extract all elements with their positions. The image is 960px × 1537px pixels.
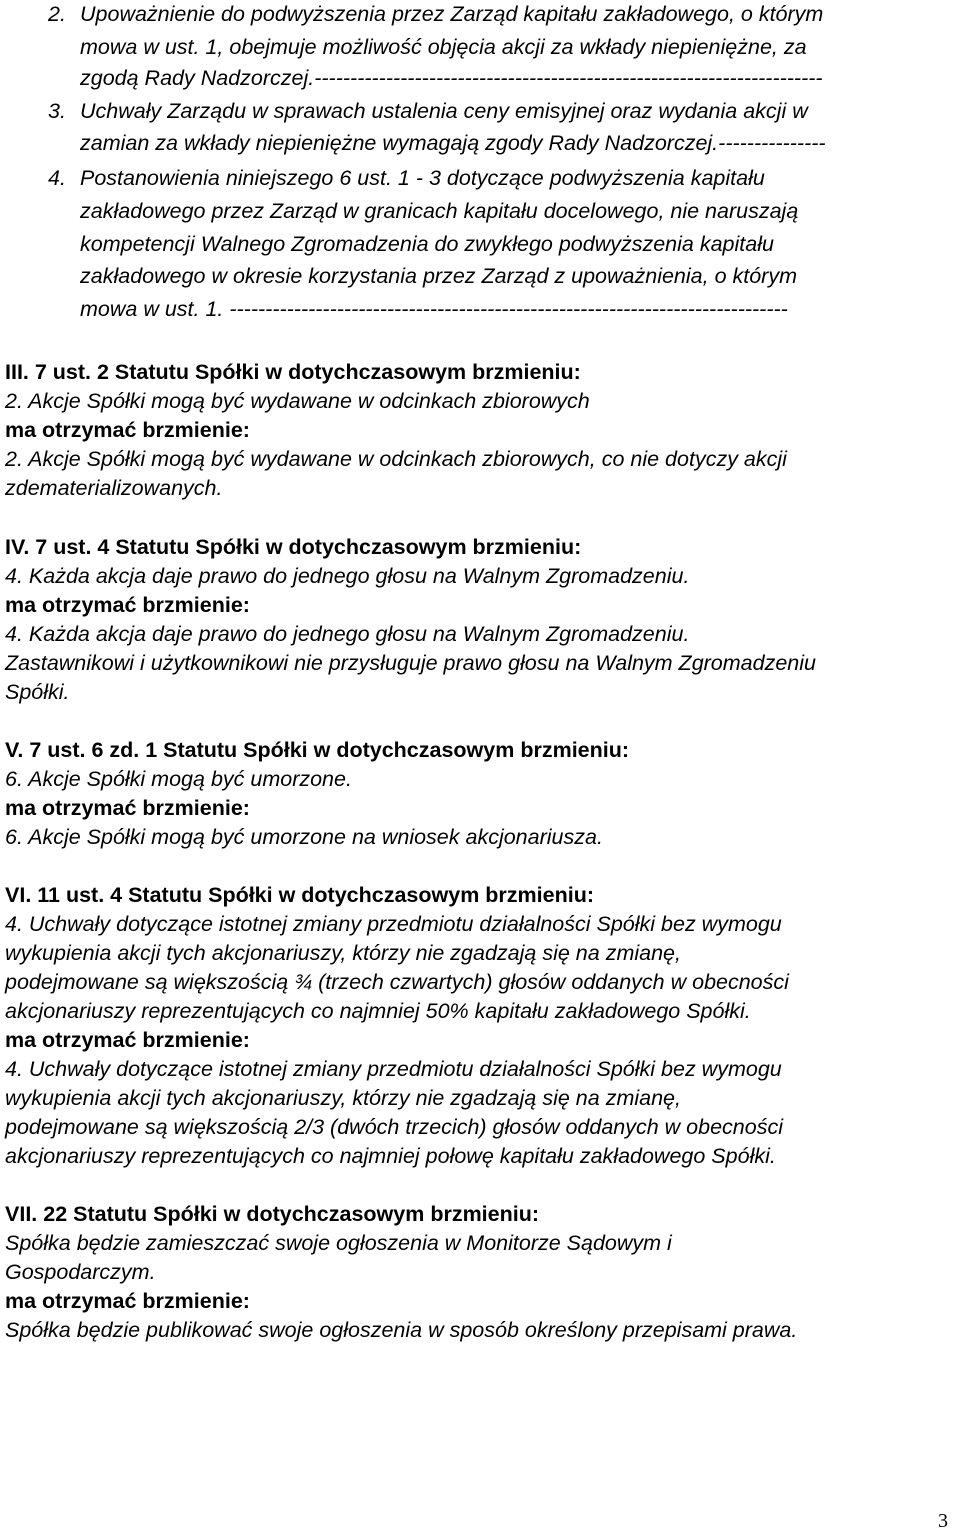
text-line: Upoważnienie do podwyższenia przez Zarząd kapitału zakładowego, o którym [80,2,824,26]
section-heading-v: V. 7 ust. 6 zd. 1 Statutu Spółki w dotychczasowym brzmieniu: [5,738,630,762]
new-wording-label: ma otrzymać brzmienie: [5,1289,250,1313]
old-wording-line: podejmowane są większością ¾ (trzech czwartych) głosów oddanych w obecności [5,970,789,994]
old-wording-line: wykupienia akcji tych akcjonariuszy, którzy nie zgadzają się na zmianę, [5,941,681,965]
section-heading-vi: VI. 11 ust. 4 Statutu Spółki w dotychczasowym brzmieniu: [5,883,594,907]
new-wording-line: wykupienia akcji tych akcjonariuszy, którzy nie zgadzają się na zmianę, [5,1086,681,1110]
text-line: mowa w ust. 1, obejmuje możliwość objęcia akcji za wkłady niepieniężne, za [80,35,807,59]
old-wording-line: 4. Uchwały dotyczące istotnej zmiany przedmiotu działalności Spółki bez wymogu [5,912,782,936]
text-line: zakładowego w okresie korzystania przez Zarząd z upoważnienia, o którym [80,264,797,288]
new-wording-line: akcjonariuszy reprezentujących co najmniej połowę kapitału zakładowego Spółki. [5,1144,776,1168]
text-line: zakładowego przez Zarząd w granicach kapitału docelowego, nie naruszają [80,199,799,223]
new-wording-line: zdematerializowanych. [5,476,223,500]
old-wording-line: Spółka będzie zamieszczać swoje ogłoszenia w Monitorze Sądowym i [5,1231,672,1255]
new-wording-line: Spółki. [5,680,70,704]
new-wording-label: ma otrzymać brzmienie: [5,418,250,442]
new-wording-label: ma otrzymać brzmienie: [5,796,250,820]
text-line: zamian za wkłady niepieniężne wymagają zgody Rady Nadzorczej.--------------- [80,131,826,155]
item-number: 3. [48,99,66,123]
old-wording-line: Gospodarczym. [5,1260,156,1284]
new-wording-line: 4. Uchwały dotyczące istotnej zmiany przedmiotu działalności Spółki bez wymogu [5,1057,782,1081]
text-line: zgodą Rady Nadzorczej.----------------------------------------------------------------------- [80,66,823,90]
section-heading-iv: IV. 7 ust. 4 Statutu Spółki w dotychczasowym brzmieniu: [5,535,582,559]
text-line: Uchwały Zarządu w sprawach ustalenia ceny emisyjnej oraz wydania akcji w [80,99,808,123]
text-line: mowa w ust. 1. ------------------------------------------------------------------------------ [80,297,788,321]
text-line: kompetencji Walnego Zgromadzenia do zwykłego podwyższenia kapitału [80,232,774,256]
new-wording-line: Spółka będzie publikować swoje ogłoszenia w sposób określony przepisami prawa. [5,1318,798,1342]
section-heading-iii: III. 7 ust. 2 Statutu Spółki w dotychczasowym brzmieniu: [5,360,581,384]
new-wording-line: 2. Akcje Spółki mogą być wydawane w odcinkach zbiorowych, co nie dotyczy akcji [5,447,787,471]
old-wording-line: akcjonariuszy reprezentujących co najmniej 50% kapitału zakładowego Spółki. [5,999,751,1023]
page-number: 3 [938,1510,948,1532]
new-wording-line: 6. Akcje Spółki mogą być umorzone na wniosek akcjonariusza. [5,825,603,849]
new-wording-label: ma otrzymać brzmienie: [5,1028,250,1052]
old-wording-line: 2. Akcje Spółki mogą być wydawane w odcinkach zbiorowych [5,389,590,413]
new-wording-line: Zastawnikowi i użytkownikowi nie przysługuje prawo głosu na Walnym Zgromadzeniu [5,651,816,675]
item-number: 2. [48,2,66,26]
new-wording-line: 4. Każda akcja daje prawo do jednego głosu na Walnym Zgromadzeniu. [5,622,690,646]
new-wording-line: podejmowane są większością 2/3 (dwóch trzecich) głosów oddanych w obecności [5,1115,783,1139]
new-wording-label: ma otrzymać brzmienie: [5,593,250,617]
section-heading-vii: VII. 22 Statutu Spółki w dotychczasowym brzmieniu: [5,1202,540,1226]
old-wording-line: 4. Każda akcja daje prawo do jednego głosu na Walnym Zgromadzeniu. [5,564,690,588]
text-line: Postanowienia niniejszego 6 ust. 1 - 3 dotyczące podwyższenia kapitału [80,166,765,190]
item-number: 4. [48,166,66,190]
old-wording-line: 6. Akcje Spółki mogą być umorzone. [5,767,352,791]
